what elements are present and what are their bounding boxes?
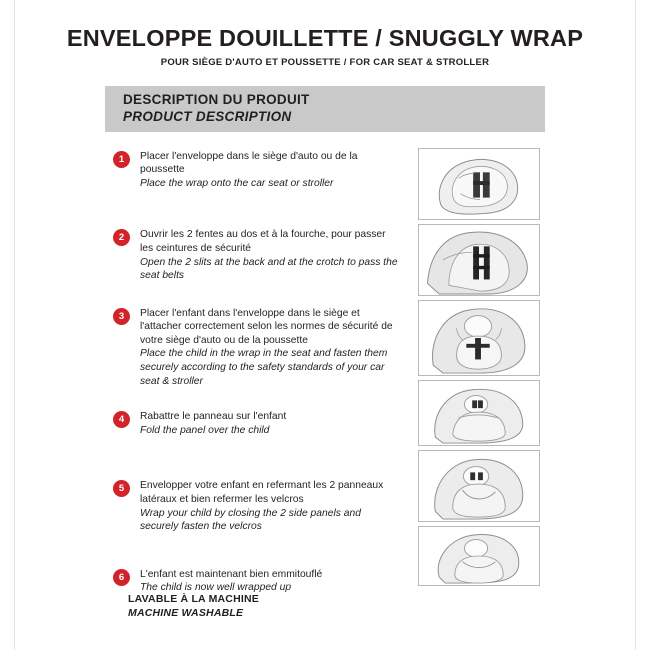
step-text-fr: L'enfant est maintenant bien emmitouflé xyxy=(140,568,323,580)
close-side-panels-illustration xyxy=(418,450,540,522)
page-title: ENVELOPPE DOUILLETTE / SNUGGLY WRAP xyxy=(66,25,584,51)
open-slits-belts-illustration xyxy=(418,224,540,296)
step-text-en: The child is now well wrapped up xyxy=(140,582,292,594)
illustration-column xyxy=(418,148,540,590)
step-text-fr: Ouvrir les 2 fentes au dos et à la fourche, pour passer les ceintures de sécurité xyxy=(140,229,386,254)
care-instructions xyxy=(128,593,259,620)
step-text xyxy=(140,479,400,533)
list-item xyxy=(0,307,650,388)
section-heading-en: PRODUCT DESCRIPTION xyxy=(123,108,292,124)
list-item xyxy=(0,150,650,191)
step-text-en: Fold the panel over the child xyxy=(140,424,270,436)
step-text-en: Wrap your child by closing the 2 side panels and securely fasten the velcros xyxy=(140,507,361,533)
wrap-on-car-seat-illustration xyxy=(418,148,540,220)
step-text-fr: Placer l'enfant dans l'enveloppe dans le siège et l'attacher correctement selon les normes de sécurité de votre siège d'auto ou de la poussette xyxy=(140,307,393,346)
list-item xyxy=(0,479,650,533)
step-number-badge: 6 xyxy=(113,569,130,586)
step-text xyxy=(140,410,400,437)
page-subtitle: POUR SIÈGE D'AUTO ET POUSSETTE / FOR CAR SEAT & STROLLER xyxy=(160,56,490,68)
fold-panel-illustration xyxy=(418,380,540,446)
step-number-badge: 2 xyxy=(113,229,130,246)
step-number-badge: 1 xyxy=(113,151,130,168)
child-wrapped-up-illustration xyxy=(418,526,540,586)
step-number-badge: 5 xyxy=(113,480,130,497)
step-number-badge: 4 xyxy=(113,411,130,428)
list-item xyxy=(0,410,650,437)
steps-list xyxy=(0,150,650,595)
step-text xyxy=(140,228,400,282)
section-heading-band xyxy=(105,86,545,132)
list-item xyxy=(0,228,650,282)
step-text-en: Open the 2 slits at the back and at the crotch to pass the seat belts xyxy=(140,256,398,282)
section-heading-fr: DESCRIPTION DU PRODUIT xyxy=(123,91,310,107)
care-instruction-fr: LAVABLE À LA MACHINE xyxy=(128,593,259,605)
step-text xyxy=(140,568,400,595)
list-item xyxy=(0,568,650,595)
step-text-fr: Envelopper votre enfant en refermant les 2 panneaux latéraux et bien refermer les velcros xyxy=(140,480,384,505)
step-text-fr: Placer l'enveloppe dans le siège d'auto ou de la poussette xyxy=(140,150,358,176)
step-text xyxy=(140,150,400,191)
care-instruction-en: MACHINE WASHABLE xyxy=(128,606,244,619)
step-number-badge: 3 xyxy=(113,308,130,325)
step-text-en: Place the wrap onto the car seat or stroller xyxy=(140,177,334,189)
child-fastened-in-wrap-illustration xyxy=(418,300,540,376)
step-text xyxy=(140,307,400,388)
step-text-en: Place the child in the wrap in the seat and fasten them securely according to the safety standards of your car seat & stroller xyxy=(140,348,388,387)
document-header xyxy=(0,0,650,68)
step-text-fr: Rabattre le panneau sur l'enfant xyxy=(140,411,287,423)
